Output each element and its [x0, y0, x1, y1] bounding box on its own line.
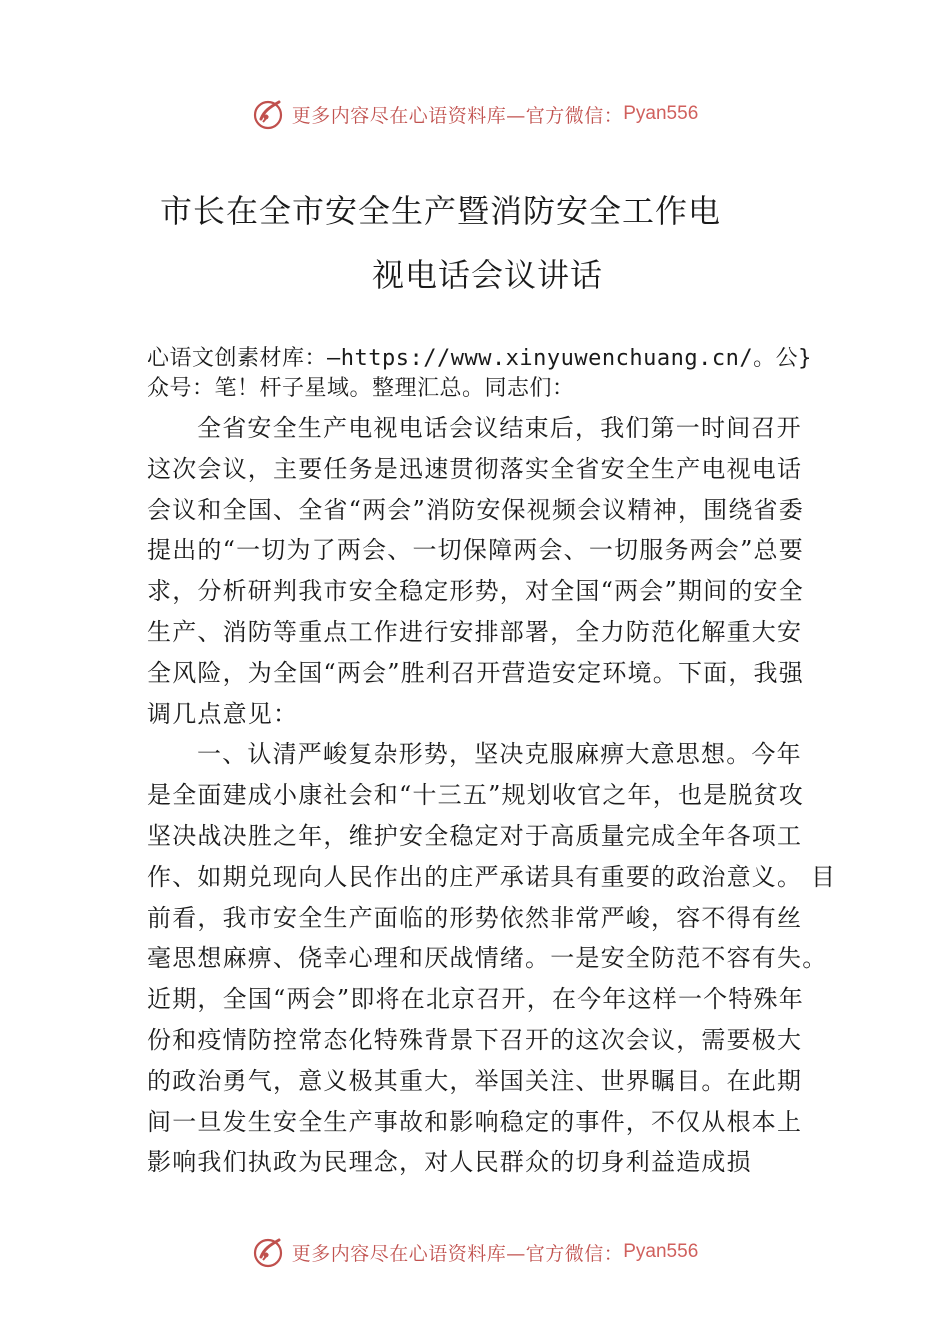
- banner-wechat-id: Pyan556: [623, 1241, 699, 1262]
- paragraph-line: 一、认清严峻复杂形势，坚决克服麻痹大意思想。今年: [197, 740, 802, 769]
- footer-banner: [0, 1232, 950, 1272]
- paragraph-line: 全风险，为全国“两会”胜利召开营造安定环境。下面，我强: [147, 658, 804, 687]
- banner-text: 更多内容尽在心语资料库—官方微信：: [291, 104, 624, 127]
- document-body: [147, 344, 837, 1183]
- paragraph-line: 调几点意见：: [147, 699, 299, 728]
- document-title-line-2: 视电话会议讲话: [372, 256, 604, 294]
- paragraph-line: 生产、消防等重点工作进行安排部署，全力防范化解重大安: [147, 617, 803, 646]
- paragraph-line: 是全面建成小康社会和“十三五”规划收官之年，也是脱贫攻: [147, 781, 804, 810]
- paragraph-line: 间一旦发生安全生产事故和影响稳定的事件，不仅从根本上: [147, 1107, 803, 1136]
- paragraph-line: 会议和全国、全省“两会”消防安保视频会议精神，围绕省委: [147, 495, 804, 524]
- paragraph-line: 近期，全国“两会”即将在北京召开，在今年这样一个特殊年: [147, 985, 804, 1014]
- paragraph-line: 份和疫情防控常态化特殊背景下召开的这次会议，需要极大: [147, 1025, 803, 1054]
- red-brush-logo-icon: [252, 97, 286, 131]
- paragraph-line: 这次会议，主要任务是迅速贯彻落实全省安全生产电视电话: [147, 454, 803, 483]
- paragraph-line: 前看，我市安全生产面临的形势依然非常严峻，容不得有丝: [147, 903, 803, 932]
- document-title-line-1: 市长在全市安全生产暨消防安全工作电: [160, 192, 722, 230]
- paragraph-line: 作、如期兑现向人民作出的庄严承诺具有重要的政治意义。 目: [147, 862, 837, 891]
- header-banner: [0, 94, 950, 134]
- banner-wechat-id: Pyan556: [623, 103, 699, 124]
- paragraph-line: 坚决战决胜之年，维护安全稳定对于高质量完成全年各项工: [147, 821, 803, 850]
- paragraph-line: 提出的“一切为了两会、一切保障两会、一切服务两会”总要: [147, 536, 804, 565]
- paragraph-line: 毫思想麻痹、侥幸心理和厌战情绪。一是安全防范不容有失。: [147, 944, 828, 973]
- paragraph-1: [147, 408, 817, 734]
- banner-text: 更多内容尽在心语资料库—官方微信：: [291, 1242, 624, 1265]
- source-line-1: 心语文创素材库：—https://www.xinyuwenchuang.cn/。公}: [147, 346, 812, 371]
- paragraph-2: [147, 734, 837, 1183]
- red-brush-logo-icon: [252, 1235, 286, 1269]
- paragraph-line: 影响我们执政为民理念，对人民群众的切身利益造成损: [147, 1148, 752, 1177]
- paragraph-line: 求，分析研判我市安全稳定形势，对全国“两会”期间的安全: [147, 577, 804, 606]
- paragraph-line: 全省安全生产电视电话会议结束后，我们第一时间召开: [197, 414, 802, 442]
- paragraph-line: 的政治勇气，意义极其重大，举国关注、世界瞩目。在此期: [147, 1066, 803, 1095]
- source-line-2: 众号：笔！杆子星域。整理汇总。同志们：: [147, 376, 575, 401]
